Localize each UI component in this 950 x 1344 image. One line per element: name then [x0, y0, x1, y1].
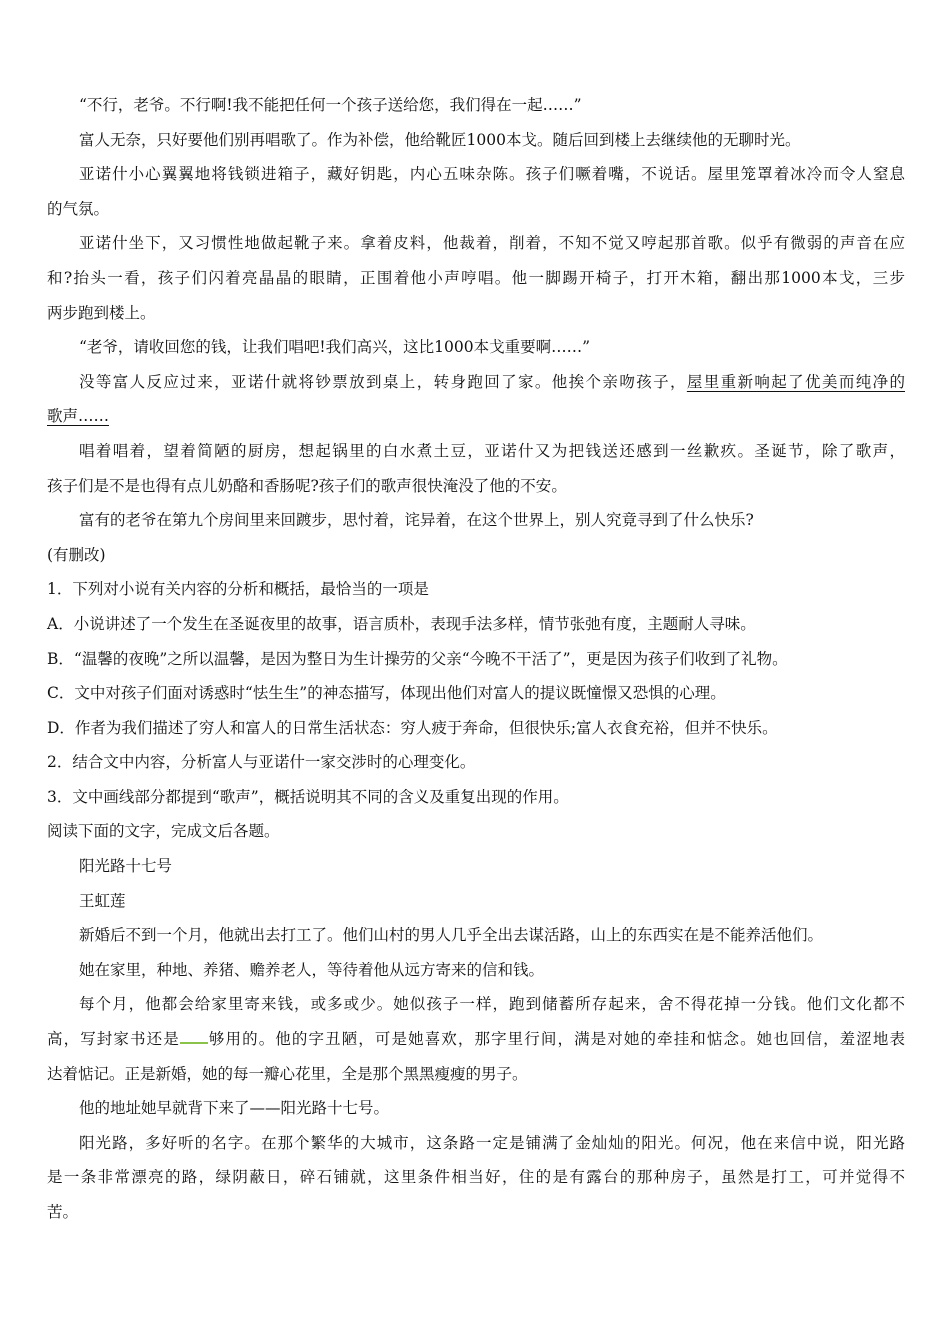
story1-paragraph-8: 富有的老爷在第九个房间里来回踱步，思忖着，诧异着，在这个世界上，别人究竟寻到了什么快乐?	[79, 511, 754, 530]
story1-paragraph-1: “不行，老爷。不行啊!我不能把任何一个孩子送给您，我们得在一起……”	[79, 96, 582, 114]
story2-paragraph-4: 他的地址她早就背下来了——阳光路十七号。	[79, 1099, 390, 1118]
question-1: 1．下列对小说有关内容的分析和概括，最恰当的一项是	[47, 580, 429, 599]
reading-instruction: 阅读下面的文字，完成文后各题。	[47, 822, 280, 841]
story1-paragraph-3-line-1: 亚诺什小心翼翼地将钱锁进箱子，藏好钥匙，内心五味杂陈。孩子们噘着嘴，不说话。屋里笼罩着冰冷而令人窒息	[79, 165, 905, 184]
story2-paragraph-3-line-2-start: 高，写封家书还是	[47, 1030, 180, 1049]
story1-paragraph-4-line-2: 和?抬头一看，孩子们闪着亮晶晶的眼睛，正围着他小声哼唱。他一脚踢开椅子，打开木箱，翻出那1000本戈，三步	[47, 268, 905, 287]
story1-paragraph-3-line-2: 的气氛。	[47, 199, 110, 218]
story1-paragraph-6-line-2	[47, 399, 905, 434]
underlined-song-text-1: 屋里重新响起了优美而纯净的	[686, 372, 905, 391]
story1-paragraph-5: “老爷，请收回您的钱，让我们唱吧!我们高兴，这比1000本戈重要啊……”	[79, 338, 591, 357]
story1-paragraph-7-line-2: 孩子们是不是也得有点儿奶酪和香肠呢?孩子们的歌声很快淹没了他的不安。	[47, 476, 567, 495]
story2-paragraph-3-line-3: 达着惦记。正是新婚，她的每一瓣心花里，全是那个黑黑瘦瘦的男子。	[47, 1064, 528, 1083]
underlined-song-text-2: 歌声……	[47, 407, 110, 426]
story1-paragraph-6-line-1	[47, 365, 905, 400]
story1-paragraph-4-line-1: 亚诺什坐下，又习惯性地做起靴子来。拿着皮料，他裁着，削着，不知不觉又哼起那首歌。似乎有微弱的声音在应	[79, 234, 905, 253]
story1-paragraph-4-line-3: 两步跑到楼上。	[47, 303, 156, 322]
document-page	[47, 88, 905, 1230]
story2-paragraph-1: 新婚后不到一个月，他就出去打工了。他们山村的男人几乎全出去谋活路，山上的东西实在是不能养活他们。	[79, 926, 824, 945]
story2-paragraph-5-line-2: 是一条非常漂亮的路，绿阴蔽日，碎石铺就，这里条件相当好，住的是有露台的那种房子，虽然是打工，可并觉得不	[47, 1168, 905, 1187]
question-3: 3．文中画线部分都提到“歌声”，概括说明其不同的含义及重复出现的作用。	[47, 787, 569, 806]
question-1-option-b: B．“温馨的夜晚”之所以温馨，是因为整日为生计操劳的父亲“今晚不干活了”，更是因为孩子们收到了礼物。	[47, 649, 788, 668]
story2-paragraph-3-line-2	[47, 1022, 905, 1057]
story2-title: 阳光路十七号	[79, 857, 173, 876]
story2-paragraph-2: 她在家里，种地、养猪、赡养老人，等待着他从远方寄来的信和钱。	[79, 960, 545, 979]
story1-paragraph-7-line-1: 唱着唱着，望着简陋的厨房，想起锅里的白水煮土豆，亚诺什又为把钱送还感到一丝歉疚。圣诞节，除了歌声，	[79, 441, 905, 460]
story1-paragraph-6-plain-text: 没等富人反应过来，亚诺什就将钞票放到桌上，转身跑回了家。他挨个亲吻孩子，	[79, 372, 687, 391]
question-2: 2．结合文中内容，分析富人与亚诺什一家交涉时的心理变化。	[47, 753, 476, 772]
question-1-option-c: C．文中对孩子们面对诱惑时“怯生生”的神态描写，体现出他们对富人的提议既憧憬又恐惧的心理。	[47, 684, 726, 703]
story2-paragraph-3-line-2-end: 够用的。他的字丑陋，可是她喜欢，那字里行间，满是对她的牵挂和惦念。她也回信，羞涩地表	[207, 1030, 905, 1049]
story1-paragraph-2: 富人无奈，只好要他们别再唱歌了。作为补偿，他给靴匠1000本戈。随后回到楼上去继续他的无聊时光。	[79, 130, 801, 149]
story2-paragraph-3-line-1: 每个月，他都会给家里寄来钱，或多或少。她似孩子一样，跑到储蓄所存起来，舍不得花掉一分钱。他们文化都不	[79, 995, 905, 1014]
story2-paragraph-5-line-1: 阳光路，多好听的名字。在那个繁华的大城市，这条路一定是铺满了金灿灿的阳光。何况，他在来信中说，阳光路	[79, 1133, 905, 1152]
abridged-note: (有删改)	[47, 545, 106, 564]
story2-paragraph-5-line-3: 苦。	[47, 1203, 79, 1221]
story2-author: 王虹莲	[79, 891, 126, 910]
question-1-option-d: D．作者为我们描述了穷人和富人的日常生活状态：穷人疲于奔命，但很快乐;富人衣食充裕，但并不快乐。	[47, 718, 778, 737]
highlighted-blank-mark	[180, 1030, 208, 1044]
question-1-option-a: A．小说讲述了一个发生在圣诞夜里的故事，语言质朴，表现手法多样，情节张弛有度，主题耐人寻味。	[47, 614, 756, 633]
